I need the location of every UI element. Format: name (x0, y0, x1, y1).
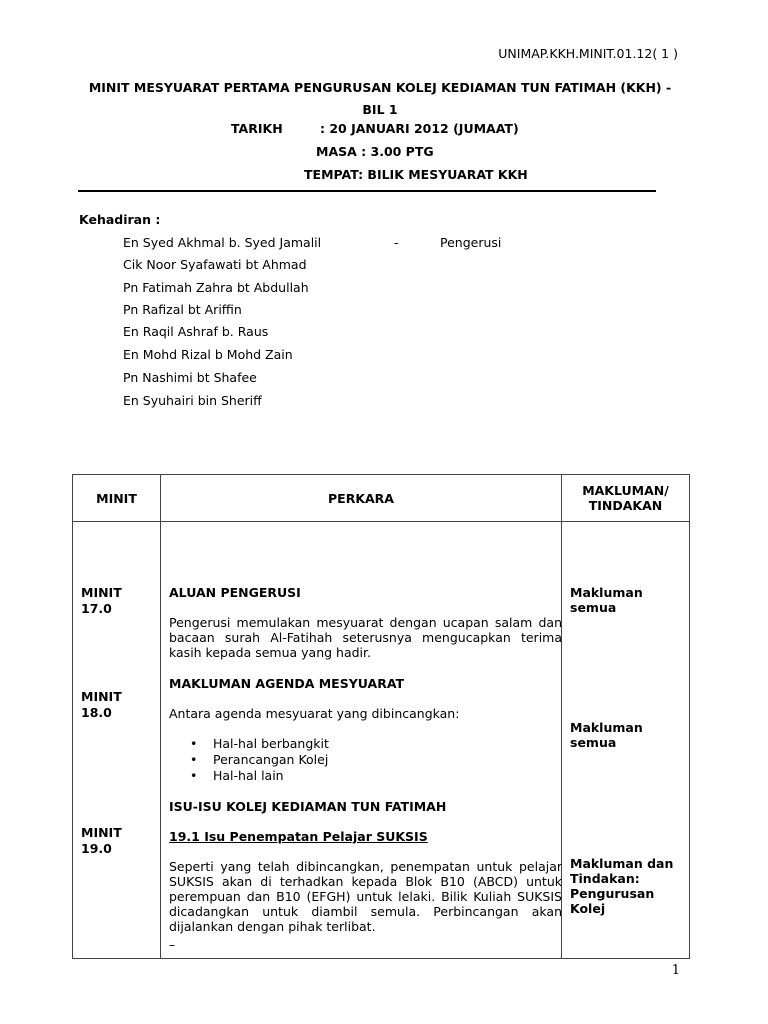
agenda-list (169, 736, 562, 784)
attendee-7: Pn Nashimi bt Shafee (123, 370, 257, 385)
makluman-17-line2: semua (570, 600, 617, 615)
makluman-19-line2: Tindakan: (570, 871, 640, 886)
list-item: • Perancangan Kolej (169, 752, 562, 768)
minit-17-label: MINIT (81, 585, 122, 600)
header-makluman-line2: TINDAKAN (588, 498, 663, 513)
attendee-1-role: Pengerusi (440, 235, 502, 250)
header-divider (78, 190, 656, 192)
header-makluman-line1: MAKLUMAN/ (582, 483, 669, 498)
makluman-18 (570, 720, 643, 750)
list-item: • Hal-hal lain (169, 768, 562, 784)
attendee-8: En Syuhairi bin Sheriff (123, 393, 262, 408)
document-title (72, 77, 688, 121)
page-number: 1 (671, 963, 680, 978)
agenda-title: MAKLUMAN AGENDA MESYUARAT (169, 676, 405, 691)
isu-subtitle-text: 19.1 Isu Penempatan Pelajar SUKSIS (169, 829, 428, 844)
makluman-cell (562, 522, 690, 959)
attendance-title: Kehadiran : (79, 212, 161, 227)
attendee-6: En Mohd Rizal b Mohd Zain (123, 347, 293, 362)
minit-18-number: 18.0 (81, 705, 112, 720)
makluman-17-line1: Makluman (570, 585, 643, 600)
agenda-intro: Antara agenda mesyuarat yang dibincangkan: (169, 706, 460, 721)
tarikh-label: TARIKH (231, 121, 283, 136)
minit-19 (81, 825, 122, 857)
isu-text: Seperti yang telah dibincangkan, penempatan untuk pelajar SUKSIS akan di terhadkan kepada Blok B10 (ABCD) untuk perempuan dan B10 (EFGH) untuk lelaki. Bilik Kuliah SUKSIS dicadangkan untuk diambil semula. Perbincangan akan dijalankan dengan pihak terlibat. (169, 859, 562, 934)
table-row (73, 522, 690, 959)
minit-18 (81, 689, 122, 721)
masa: MASA : 3.00 PTG (316, 144, 434, 159)
minit-19-number: 19.0 (81, 841, 112, 856)
isu-subtitle (169, 829, 562, 844)
attendee-1-dash: - (394, 235, 399, 250)
makluman-19-line1: Makluman dan (570, 856, 674, 871)
trailing-dash: – (169, 937, 176, 952)
perkara-cell (161, 522, 562, 959)
list-item: • Hal-hal berbangkit (169, 736, 562, 752)
makluman-19-line4: Kolej (570, 901, 606, 916)
makluman-18-line2: semua (570, 735, 617, 750)
minutes-table (72, 474, 690, 959)
header-minit: MINIT (73, 475, 161, 522)
makluman-19 (570, 856, 673, 916)
makluman-17 (570, 585, 643, 615)
attendee-1: En Syed Akhmal b. Syed Jamalil (123, 235, 322, 250)
makluman-18-line1: Makluman (570, 720, 643, 735)
minit-17 (81, 585, 122, 617)
attendee-2: Cik Noor Syafawati bt Ahmad (123, 257, 307, 272)
aluan-text: Pengerusi memulakan mesyuarat dengan ucapan salam dan bacaan surah Al-Fatihah seterusnya mengucapkan terima kasih kepada semua yang hadir. (169, 615, 562, 660)
isu-title: ISU-ISU KOLEJ KEDIAMAN TUN FATIMAH (169, 799, 447, 814)
aluan-title: ALUAN PENGERUSI (169, 585, 301, 600)
minit-19-label: MINIT (81, 825, 122, 840)
document-reference: UNIMAP.KKH.MINIT.01.12( 1 ) (498, 46, 678, 61)
makluman-19-line3: Pengurusan (570, 886, 655, 901)
header-makluman (562, 475, 690, 522)
minit-cell (73, 522, 161, 959)
attendee-3: Pn Fatimah Zahra bt Abdullah (123, 280, 309, 295)
minit-18-label: MINIT (81, 689, 122, 704)
tarikh-value: : 20 JANUARI 2012 (JUMAAT) (320, 121, 519, 136)
attendee-5: En Raqil Ashraf b. Raus (123, 324, 269, 339)
title-line-2: BIL 1 (362, 102, 398, 117)
minit-17-number: 17.0 (81, 601, 112, 616)
tempat: TEMPAT: BILIK MESYUARAT KKH (304, 167, 528, 182)
attendee-4: Pn Rafizal bt Ariffin (123, 302, 242, 317)
table-header-row (73, 475, 690, 522)
header-perkara: PERKARA (161, 475, 562, 522)
title-line-1: MINIT MESYUARAT PERTAMA PENGURUSAN KOLEJ KEDIAMAN TUN FATIMAH (KKH) - (88, 80, 672, 95)
